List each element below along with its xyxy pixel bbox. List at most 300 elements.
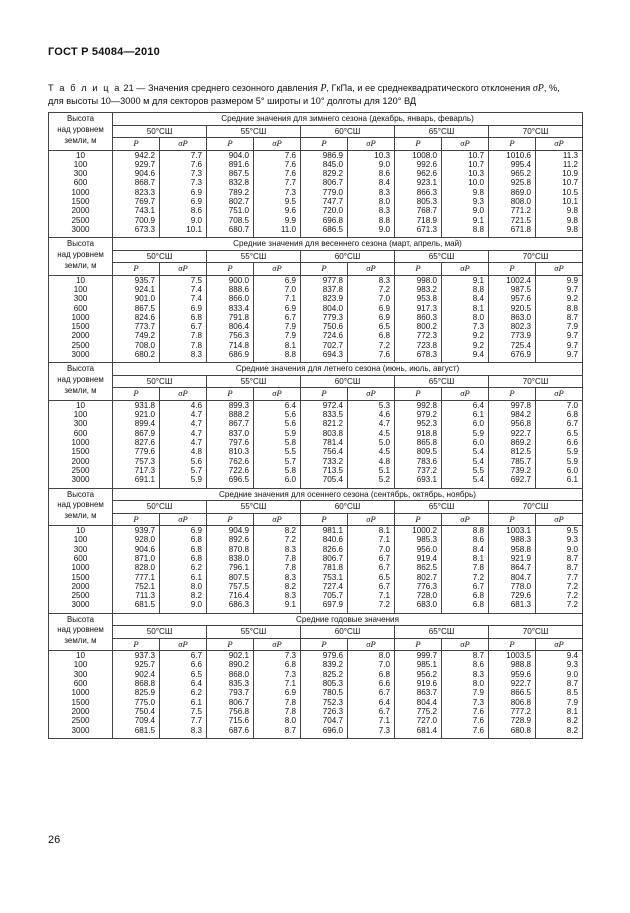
latitude-header: 70°СШ [489,125,583,138]
deviation-cell: 8.1 [536,707,583,716]
deviation-cell: 5.5 [442,466,489,475]
symbol-sigma-header: σP [536,388,583,401]
symbol-p-header: P [489,138,536,151]
pressure-cell: 838.0 [207,554,254,563]
pressure-cell: 985.3 [395,535,442,544]
symbol-sigma-header: σP [254,513,301,526]
deviation-cell: 6.9 [348,304,395,313]
table-row [49,573,583,582]
pressure-cell: 708.5 [207,216,254,225]
altitude-cell: 3000 [49,726,113,735]
pressure-cell: 953.8 [395,294,442,303]
symbol-row [49,263,583,276]
deviation-cell: 6.7 [160,651,207,661]
pressure-cell: 676.9 [489,350,536,359]
deviation-cell: 6.6 [348,679,395,688]
pressure-cell: 728.0 [395,591,442,600]
altitude-cell: 10 [49,275,113,285]
table-row [49,429,583,438]
value-gap-cell [160,735,207,739]
deviation-cell: 7.1 [254,294,301,303]
pressure-cell: 678.3 [395,350,442,359]
deviation-cell: 7.0 [348,545,395,554]
pressure-cell: 812.5 [489,447,536,456]
deviation-cell: 9.0 [348,225,395,234]
deviation-cell: 9.1 [254,600,301,609]
pressure-cell: 773.9 [489,331,536,340]
symbol-sigma-header: σP [254,388,301,401]
pressure-cell: 781.4 [301,438,348,447]
deviation-cell: 7.7 [160,150,207,160]
pressure-cell: 900.0 [207,275,254,285]
deviation-cell: 9.5 [536,526,583,536]
pressure-cell: 709.4 [113,716,160,725]
altitude-cell: 2500 [49,591,113,600]
deviation-cell: 7.6 [442,716,489,725]
table-row [49,660,583,669]
pressure-cell: 1008.0 [395,150,442,160]
pressure-cell: 681.5 [113,600,160,609]
section-title: Средние значения для осеннего сезона (сентябрь, октябрь, ноябрь) [113,488,583,501]
altitude-cell: 3000 [49,600,113,609]
deviation-cell: 10.1 [160,225,207,234]
pressure-cell: 762.6 [207,457,254,466]
pressure-cell: 935.7 [113,275,160,285]
altitude-cell: 100 [49,160,113,169]
pressure-cell: 780.5 [301,688,348,697]
pressure-cell: 922.7 [489,429,536,438]
table-row [49,188,583,197]
pressure-cell: 803.8 [301,429,348,438]
pressure-cell: 686.5 [301,225,348,234]
deviation-cell: 8.3 [442,670,489,679]
symbol-row [49,138,583,151]
deviation-cell: 11.0 [254,225,301,234]
pressure-cell: 809.5 [395,447,442,456]
pressure-cell: 775.0 [113,698,160,707]
pressure-cell: 902.4 [113,670,160,679]
deviation-cell: 8.0 [254,716,301,725]
pressure-cell: 726.3 [301,707,348,716]
table-row [49,322,583,331]
pressure-cell: 717.3 [113,466,160,475]
deviation-cell: 6.4 [348,698,395,707]
deviation-cell: 7.0 [348,660,395,669]
altitude-cell: 2000 [49,582,113,591]
deviation-cell: 9.2 [442,341,489,350]
pressure-cell: 789.2 [207,188,254,197]
pressure-cell: 769.7 [113,197,160,206]
pressure-cell: 904.9 [207,526,254,536]
symbol-sigma-header: σP [536,513,583,526]
pressure-cell: 823.9 [301,294,348,303]
deviation-cell: 7.3 [160,169,207,178]
pressure-cell: 757.5 [207,582,254,591]
pressure-cell: 737.2 [395,466,442,475]
table-row [49,169,583,178]
pressure-cell: 995.4 [489,160,536,169]
pressure-cell: 956.8 [489,419,536,428]
deviation-cell: 6.7 [348,563,395,572]
altitude-cell: 300 [49,670,113,679]
deviation-cell: 4.7 [160,410,207,419]
pressure-cell: 837.8 [301,285,348,294]
latitude-header: 60°СШ [301,501,395,514]
deviation-cell: 7.7 [536,573,583,582]
latitude-header: 70°СШ [489,375,583,388]
caption-prefix: Т а б л и ц а [48,83,121,93]
pressure-cell: 805.3 [395,197,442,206]
pressure-cell: 810.3 [207,447,254,456]
pressure-cell: 779.6 [113,447,160,456]
altitude-cell: 600 [49,429,113,438]
symbol-p-header: P [207,513,254,526]
pressure-cell: 867.5 [113,304,160,313]
pressure-cell: 776.3 [395,582,442,591]
latitude-header: 55°СШ [207,125,301,138]
deviation-cell: 6.0 [442,438,489,447]
altitude-cell: 100 [49,410,113,419]
symbol-sigma-header: σP [160,513,207,526]
pressure-cell: 918.8 [395,429,442,438]
pressure-cell: 921.0 [113,410,160,419]
pressure-cell: 845.0 [301,160,348,169]
deviation-cell: 8.6 [160,206,207,215]
deviation-cell: 8.3 [348,188,395,197]
pressure-cell: 956.0 [395,545,442,554]
table-row [49,563,583,572]
deviation-cell: 6.8 [348,670,395,679]
deviation-cell: 9.7 [536,341,583,350]
table-row [49,651,583,661]
pressure-cell: 959.6 [489,670,536,679]
deviation-cell: 8.7 [536,313,583,322]
deviation-cell: 6.5 [348,573,395,582]
pressure-cell: 700.9 [113,216,160,225]
pressure-cell: 752.3 [301,698,348,707]
pressure-cell: 868.0 [207,670,254,679]
pressure-cell: 1000.2 [395,526,442,536]
deviation-cell: 6.7 [442,582,489,591]
table-row [49,216,583,225]
pressure-cell: 721.5 [489,216,536,225]
symbol-sigma-header: σP [348,638,395,651]
symbol-p-header: P [489,513,536,526]
table-caption [48,82,596,108]
altitude-cell: 1000 [49,688,113,697]
deviation-cell: 9.0 [160,216,207,225]
table-row [49,160,583,169]
symbol-row [49,388,583,401]
deviation-cell: 7.3 [160,178,207,187]
deviation-cell: 8.2 [160,591,207,600]
symbol-p-header: P [207,388,254,401]
value-gap-cell [489,735,536,739]
pressure-cell: 713.5 [301,466,348,475]
deviation-cell: 6.2 [160,688,207,697]
deviation-cell: 8.0 [348,651,395,661]
section-title-row [49,363,583,376]
page-number: 26 [48,834,61,846]
row-header-line: над уровнем [57,625,104,635]
deviation-cell: 7.8 [160,331,207,340]
deviation-cell: 10.1 [536,197,583,206]
deviation-cell: 9.0 [442,206,489,215]
deviation-cell: 7.6 [160,160,207,169]
deviation-cell: 7.7 [254,178,301,187]
pressure-cell: 988.8 [489,660,536,669]
pressure-cell: 696.0 [301,726,348,735]
deviation-cell: 8.2 [536,716,583,725]
deviation-cell: 6.9 [254,275,301,285]
pressure-cell: 806.7 [301,554,348,563]
symbol-sigma-header: σP [348,138,395,151]
table-row [49,331,583,340]
deviation-cell: 8.7 [254,726,301,735]
deviation-cell: 9.0 [536,670,583,679]
pressure-cell: 835.3 [207,679,254,688]
table-row [49,447,583,456]
pressure-cell: 985.1 [395,660,442,669]
deviation-cell: 7.6 [254,160,301,169]
deviation-cell: 5.9 [160,475,207,484]
latitude-header: 55°СШ [207,375,301,388]
pressure-cell: 804.7 [489,573,536,582]
deviation-cell: 8.0 [348,197,395,206]
altitude-cell: 1000 [49,563,113,572]
pressure-cell: 804.4 [395,698,442,707]
pressure-cell: 952.3 [395,419,442,428]
table-row [49,304,583,313]
deviation-cell: 8.1 [254,341,301,350]
table-row [49,716,583,725]
deviation-cell: 11.3 [536,150,583,160]
pressure-cell: 716.4 [207,591,254,600]
deviation-cell: 7.8 [160,341,207,350]
deviation-cell: 8.7 [442,651,489,661]
deviation-cell: 6.7 [348,688,395,697]
deviation-cell: 6.0 [536,466,583,475]
latitude-header: 70°СШ [489,501,583,514]
symbol-sigma-header: σP [254,138,301,151]
pressure-cell: 739.2 [489,466,536,475]
table-row [49,350,583,359]
table-row [49,275,583,285]
deviation-cell: 7.7 [160,716,207,725]
pressure-cell: 797.6 [207,438,254,447]
deviation-cell: 8.8 [442,526,489,536]
deviation-cell: 6.6 [536,438,583,447]
table-row [49,341,583,350]
row-header-line: Высота [66,489,95,499]
pressure-cell: 705.7 [301,591,348,600]
table-row [49,545,583,554]
deviation-cell: 9.7 [536,285,583,294]
deviation-cell: 6.9 [160,188,207,197]
deviation-cell: 10.5 [536,188,583,197]
section-end-row [49,735,583,739]
deviation-cell: 6.9 [160,304,207,313]
pressure-cell: 756.8 [207,707,254,716]
symbol-sigma-header: σP [536,263,583,276]
symbol-sigma-header: σP [160,263,207,276]
deviation-cell: 7.8 [254,698,301,707]
table-row [49,475,583,484]
pressure-cell: 869.2 [489,438,536,447]
deviation-cell: 4.5 [348,447,395,456]
deviation-cell: 9.3 [536,535,583,544]
pressure-cell: 781.8 [301,563,348,572]
symbol-sigma-header: σP [254,263,301,276]
table-row [49,285,583,294]
latitude-header: 65°СШ [395,125,489,138]
pressure-cell: 869.0 [489,188,536,197]
row-header-line: Высота [66,114,95,123]
deviation-cell: 6.4 [254,400,301,410]
deviation-cell: 9.8 [536,225,583,234]
pressure-cell: 937.3 [113,651,160,661]
pressure-cell: 808.0 [489,197,536,206]
symbol-p-header: P [489,388,536,401]
deviation-cell: 9.2 [536,294,583,303]
value-gap-cell [395,735,442,739]
deviation-cell: 8.3 [348,206,395,215]
altitude-cell: 600 [49,679,113,688]
deviation-cell: 8.4 [442,294,489,303]
deviation-cell: 5.9 [254,429,301,438]
table-row [49,438,583,447]
deviation-cell: 7.1 [348,716,395,725]
deviation-cell: 7.4 [160,294,207,303]
row-header-label [49,488,113,526]
deviation-cell: 8.3 [254,573,301,582]
deviation-cell: 6.9 [160,197,207,206]
deviation-cell: 6.2 [160,563,207,572]
pressure-cell: 998.0 [395,275,442,285]
altitude-cell: 100 [49,535,113,544]
deviation-cell: 4.8 [160,447,207,456]
pressure-cell: 868.7 [113,178,160,187]
deviation-cell: 6.8 [442,591,489,600]
pressure-cell: 984.2 [489,410,536,419]
pressure-cell: 987.5 [489,285,536,294]
symbol-p-header: P [489,263,536,276]
altitude-cell: 600 [49,554,113,563]
deviation-cell: 7.2 [442,573,489,582]
pressure-cell: 997.8 [489,400,536,410]
altitude-gap-cell [49,735,113,739]
altitude-cell: 3000 [49,350,113,359]
pressure-cell: 671.8 [489,225,536,234]
deviation-cell: 6.7 [348,582,395,591]
pressure-cell: 977.8 [301,275,348,285]
table-row [49,178,583,187]
deviation-cell: 9.9 [536,275,583,285]
table-row [49,150,583,160]
row-header-line: над уровнем [57,375,104,385]
altitude-cell: 2000 [49,206,113,215]
altitude-cell: 3000 [49,225,113,234]
deviation-cell: 10.9 [536,169,583,178]
deviation-cell: 6.7 [348,554,395,563]
deviation-cell: 5.7 [160,466,207,475]
deviation-cell: 5.6 [160,457,207,466]
pressure-cell: 860.3 [395,313,442,322]
deviation-cell: 6.5 [160,670,207,679]
deviation-cell: 6.8 [160,535,207,544]
deviation-cell: 7.0 [254,285,301,294]
altitude-cell: 100 [49,285,113,294]
deviation-cell: 6.7 [254,313,301,322]
deviation-cell: 8.8 [348,216,395,225]
row-header-line: земли, м [64,135,97,145]
deviation-cell: 6.7 [536,419,583,428]
pressure-cell: 923.1 [395,178,442,187]
deviation-cell: 8.3 [254,591,301,600]
symbol-sigma-header: σP [160,638,207,651]
symbol-p-header: P [113,138,160,151]
pressure-cell: 864.7 [489,563,536,572]
deviation-cell: 7.5 [160,707,207,716]
deviation-cell: 5.5 [254,447,301,456]
pressure-cell: 965.2 [489,169,536,178]
value-gap-cell [113,735,160,739]
pressure-cell: 958.8 [489,545,536,554]
pressure-cell: 870.8 [207,545,254,554]
pressure-cell: 919.4 [395,554,442,563]
deviation-cell: 5.7 [254,457,301,466]
pressure-cell: 828.0 [113,563,160,572]
deviation-cell: 6.9 [160,526,207,536]
deviation-cell: 6.4 [442,400,489,410]
pressure-cell: 888.6 [207,285,254,294]
deviation-cell: 9.8 [536,216,583,225]
pressure-cell: 928.0 [113,535,160,544]
deviation-cell: 7.2 [536,582,583,591]
row-header-label [49,363,113,401]
deviation-cell: 6.4 [160,679,207,688]
latitude-row [49,250,583,263]
pressure-cell: 715.6 [207,716,254,725]
deviation-cell: 6.8 [160,313,207,322]
pressure-cell: 683.0 [395,600,442,609]
value-gap-cell [301,735,348,739]
pressure-cell: 1010.6 [489,150,536,160]
altitude-cell: 300 [49,169,113,178]
pressure-cell: 833.5 [301,410,348,419]
pressure-cell: 711.3 [113,591,160,600]
table-row [49,457,583,466]
pressure-cell: 692.7 [489,475,536,484]
pressure-cell: 837.0 [207,429,254,438]
pressure-cell: 956.2 [395,670,442,679]
deviation-cell: 7.3 [348,726,395,735]
pressure-cell: 925.8 [489,178,536,187]
latitude-header: 50°СШ [113,375,207,388]
deviation-cell: 8.2 [536,726,583,735]
pressure-cell: 868.8 [113,679,160,688]
latitude-header: 60°СШ [301,250,395,263]
pressure-cell: 823.3 [113,188,160,197]
symbol-p-header: P [301,513,348,526]
deviation-cell: 10.7 [536,178,583,187]
deviation-cell: 5.8 [254,466,301,475]
deviation-cell: 4.6 [348,410,395,419]
deviation-cell: 10.7 [442,160,489,169]
altitude-cell: 1000 [49,188,113,197]
deviation-cell: 9.8 [442,188,489,197]
value-gap-cell [536,735,583,739]
